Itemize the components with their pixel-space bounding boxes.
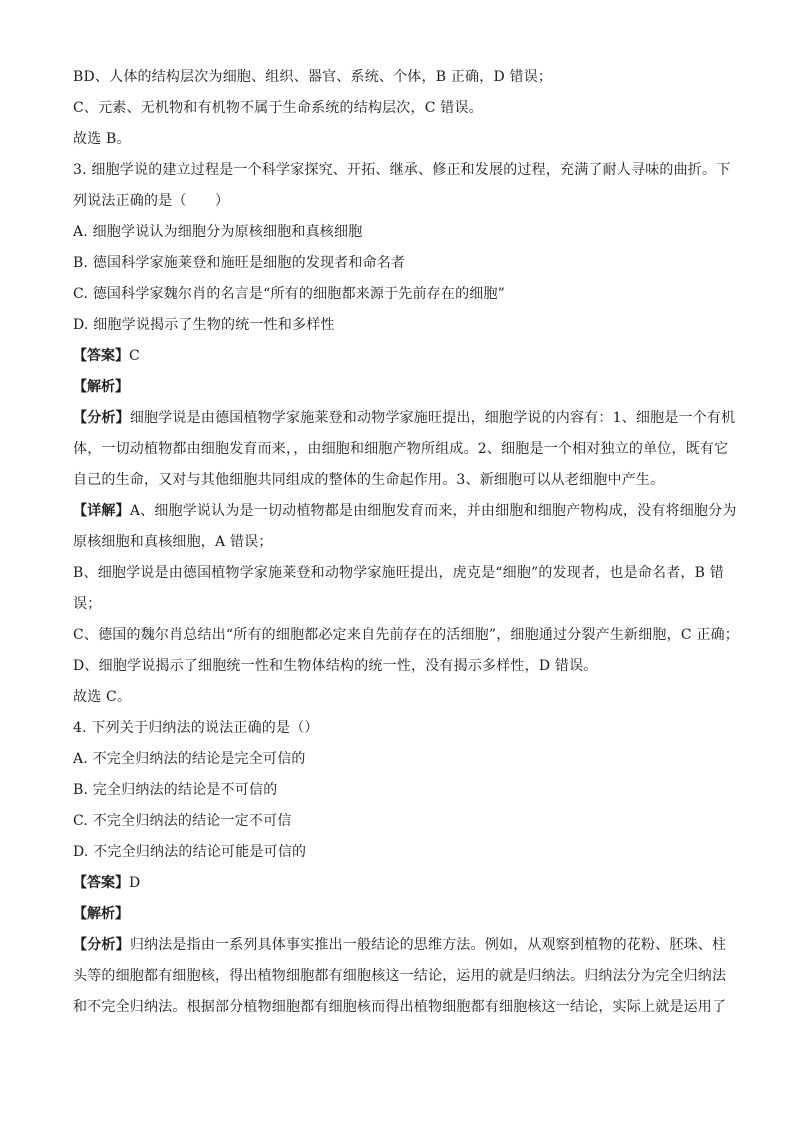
answer-line bbox=[73, 868, 723, 899]
answer-tag: 【答案】 bbox=[73, 348, 129, 364]
fenxi-text: 归纳法是指由一系列具体事实推出一般结论的思维方法。例如，从观察到植物的花粉、胚珠、柱 bbox=[129, 937, 727, 953]
pick-line: 故选 C。 bbox=[73, 689, 132, 705]
question-stem: 4. 下列关于归纳法的说法正确的是（） bbox=[73, 720, 319, 736]
document-page bbox=[73, 62, 739, 1023]
analysis-tag: 【解析】 bbox=[73, 906, 129, 922]
question-4 bbox=[73, 713, 727, 1023]
option-b: B. 完全归纳法的结论是不可信的 bbox=[73, 782, 278, 798]
option-c: C. 不完全归纳法的结论一定不可信 bbox=[73, 813, 292, 829]
detail-text: A、细胞学说认为是一切动植物都是由细胞发育而来，并由细胞和细胞产物构成，没有将细胞分为 bbox=[129, 503, 737, 519]
answer-line bbox=[73, 341, 723, 372]
fenxi-tag: 【分析】 bbox=[73, 410, 130, 426]
option-d: D. 不完全归纳法的结论可能是可信的 bbox=[73, 844, 307, 860]
text-line: 故选 B。 bbox=[73, 131, 131, 147]
detail-line: 原核细胞和真核细胞，A 错误； bbox=[73, 534, 273, 550]
question-stem: 3. 细胞学说的建立过程是一个科学家探究、开拓、继承、修正和发展的过程，充满了耐人寻味的曲折。下 bbox=[73, 162, 731, 178]
text-line: BD、人体的结构层次为细胞、组织、器官、系统、个体，B 正确，D 错误； bbox=[73, 69, 553, 85]
analysis-line: 和不完全归纳法。根据部分植物细胞都有细胞核而得出植物细胞都有细胞核这一结论，实际上就是运用了 bbox=[73, 999, 727, 1015]
option-b: B. 德国科学家施莱登和施旺是细胞的发现者和命名者 bbox=[73, 255, 406, 271]
detail-line: 误； bbox=[73, 596, 102, 612]
answer-tag: 【答案】 bbox=[73, 875, 129, 891]
detail-line bbox=[73, 496, 737, 527]
analysis-line: 头等的细胞都有细胞核，得出植物细胞都有细胞核这一结论，运用的就是归纳法。归纳法分为完全归纳法 bbox=[73, 968, 727, 984]
analysis-tag: 【解析】 bbox=[73, 379, 129, 395]
analysis-line: 体，一切动植物都由细胞发育而来，，由细胞和细胞产物所组成。2、细胞是一个相对独立的单位，既有它 bbox=[73, 441, 729, 457]
xiangjie-tag: 【详解】 bbox=[73, 503, 130, 519]
option-c: C. 德国科学家魏尔肖的名言是“所有的细胞都来源于先前存在的细胞” bbox=[73, 286, 506, 302]
detail-line: C、德国的魏尔肖总结出“所有的细胞都必定来自先前存在的活细胞”，细胞通过分裂产生新细胞，C 正确； bbox=[73, 627, 739, 643]
option-d: D. 细胞学说揭示了生物的统一性和多样性 bbox=[73, 317, 335, 333]
detail-line: D、细胞学说揭示了细胞统一性和生物体结构的统一性，没有揭示多样性，D 错误。 bbox=[73, 658, 598, 674]
option-a: A. 不完全归纳法的结论是完全可信的 bbox=[73, 751, 306, 767]
fenxi-tag: 【分析】 bbox=[73, 937, 130, 953]
option-a: A. 细胞学说认为细胞分为原核细胞和真核细胞 bbox=[73, 224, 363, 240]
analysis-line bbox=[73, 930, 727, 961]
analysis-line: 自己的生命，又对与其他细胞共同组成的整体的生命起作用。3、新细胞可以从老细胞中产生。 bbox=[73, 472, 665, 488]
detail-line: B、细胞学说是由德国植物学家施莱登和动物学家施旺提出，虎克是“细胞”的发现者，也是命名者，B 错 bbox=[73, 565, 724, 581]
question-3 bbox=[73, 155, 739, 713]
answer-value: D bbox=[129, 875, 141, 891]
analysis-line bbox=[73, 403, 736, 434]
text-line: C、元素、无机物和有机物不属于生命系统的结构层次，C 错误。 bbox=[73, 100, 483, 116]
answer-value: C bbox=[129, 348, 140, 364]
fenxi-text: 细胞学说是由德国植物学家施莱登和动物学家施旺提出，细胞学说的内容有：1、细胞是一个有机 bbox=[129, 410, 736, 426]
question-stem: 列说法正确的是（ ） bbox=[73, 193, 230, 209]
